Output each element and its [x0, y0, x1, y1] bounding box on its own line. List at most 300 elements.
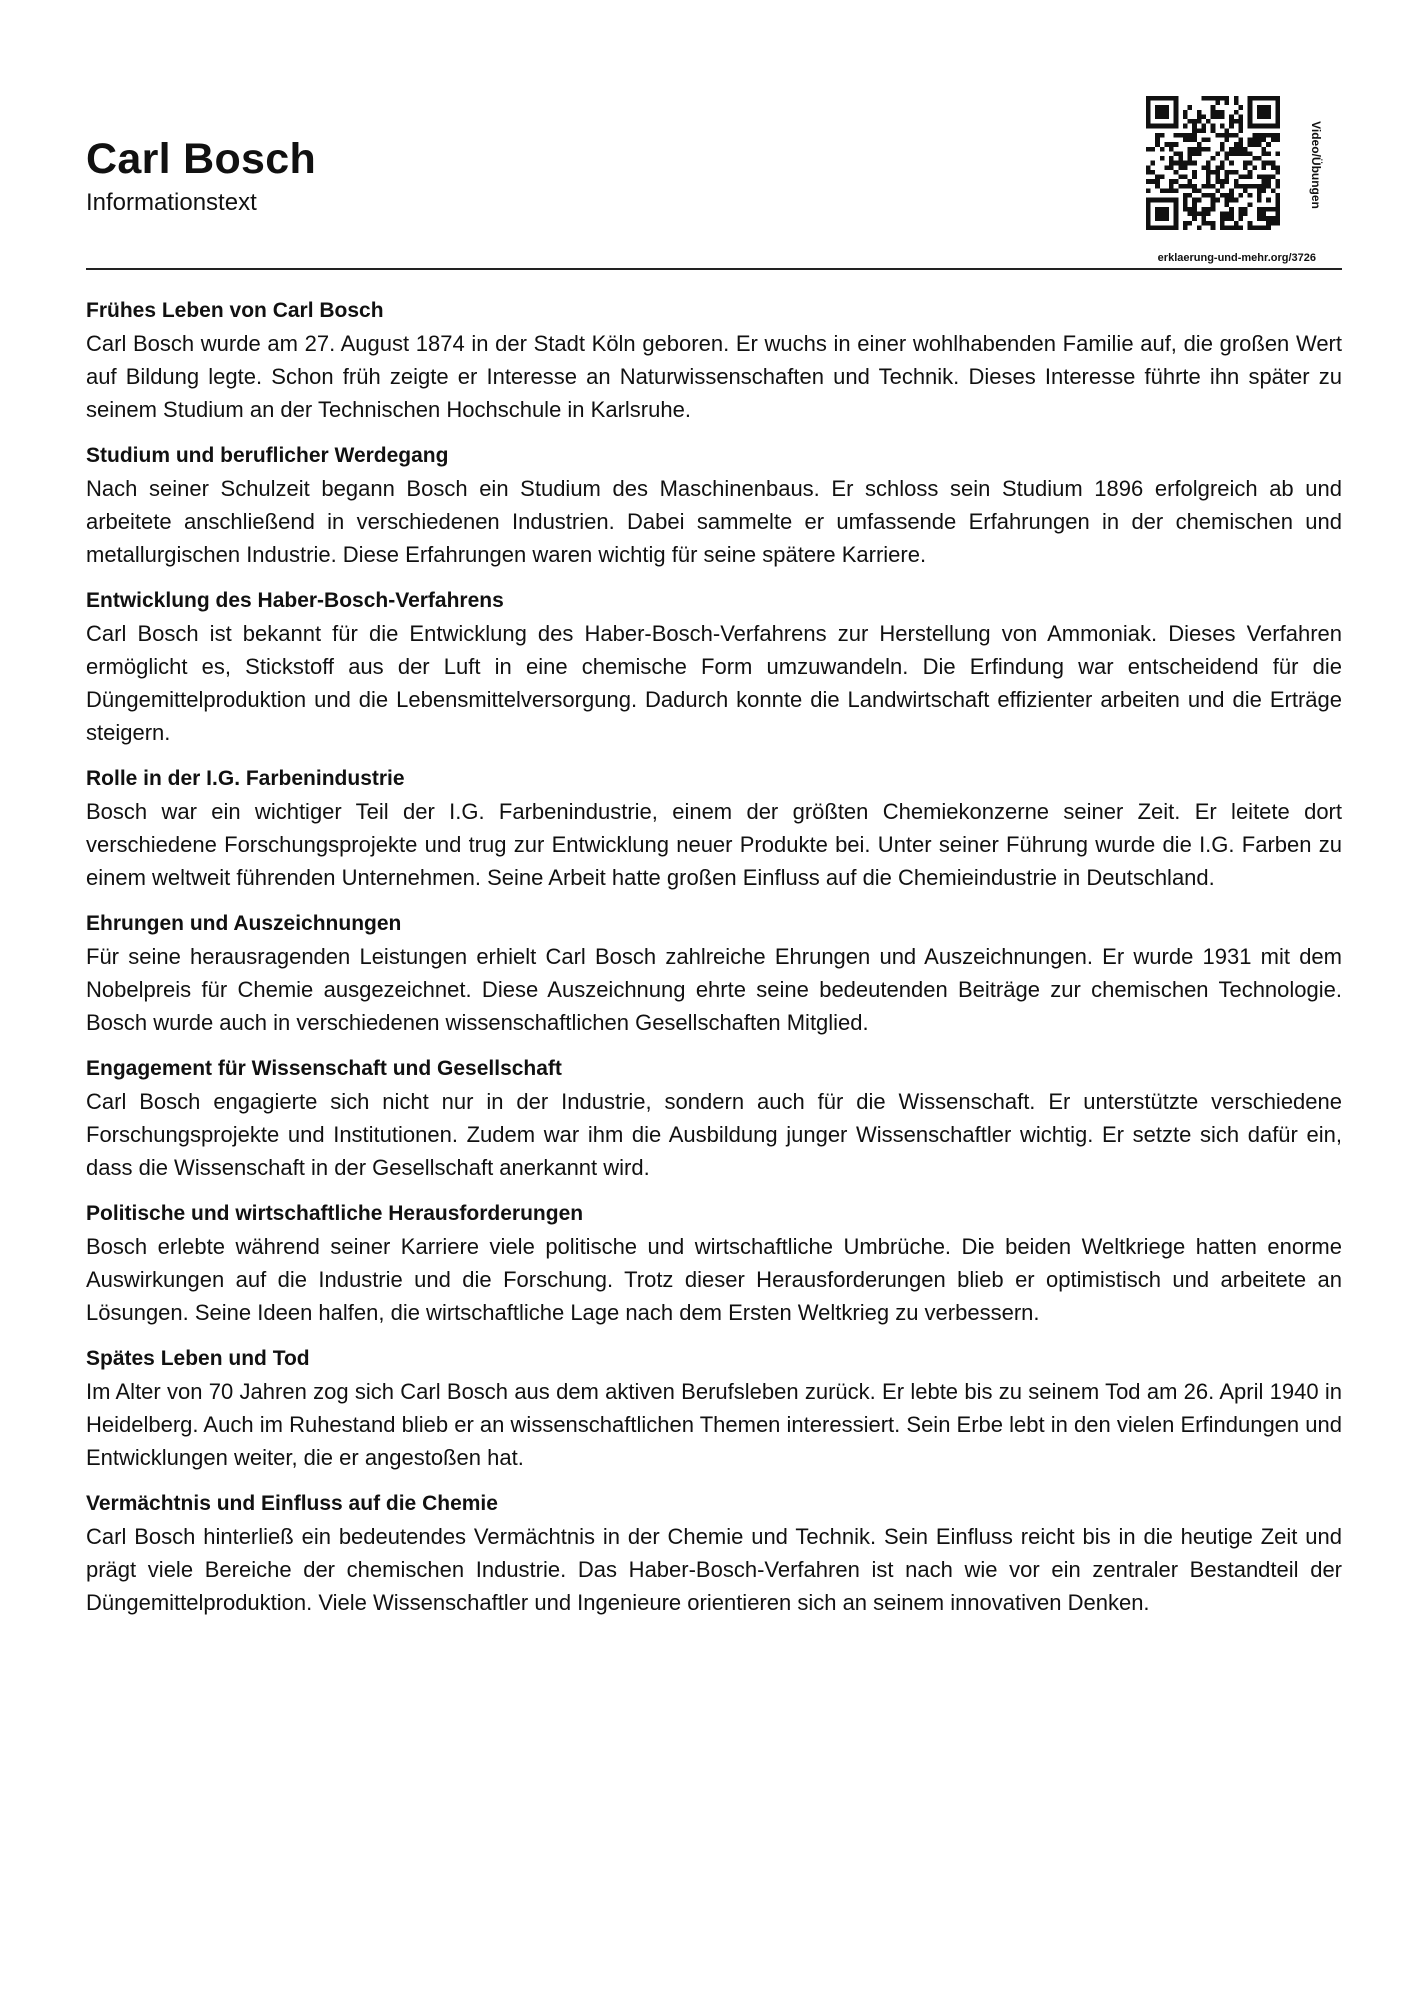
qr-module: [1275, 101, 1280, 106]
qr-module: [1266, 114, 1271, 119]
qr-module: [1266, 179, 1271, 184]
qr-module: [1188, 133, 1193, 138]
qr-module: [1225, 216, 1230, 221]
section-text: Carl Bosch wurde am 27. August 1874 in der Stadt Köln geboren. Er wuchs in einer wohlhabenden Familie auf, die großen Wert auf Bildung legte. Schon früh zeigte er Interesse an Naturwissenschaften und Technik. Dieses Interesse führte ihn später zu seinem Studium an der Technischen Hochschule in Karlsruhe.: [86, 331, 1342, 422]
qr-module: [1146, 110, 1151, 115]
qr-module: [1271, 216, 1276, 221]
qr-module: [1211, 198, 1216, 203]
section-haber-bosch-process: [86, 584, 1342, 749]
section-heading: Studium und beruflicher Werdegang: [86, 444, 449, 467]
qr-module: [1257, 212, 1262, 217]
qr-module: [1183, 198, 1188, 203]
qr-module: [1257, 175, 1262, 180]
section-ig-farben: [86, 762, 1342, 894]
qr-module: [1257, 114, 1262, 119]
qr-module: [1155, 138, 1160, 143]
qr-module: [1183, 124, 1188, 129]
qr-module: [1229, 188, 1234, 193]
qr-module: [1155, 175, 1160, 180]
qr-module: [1160, 114, 1165, 119]
qr-module: [1164, 105, 1169, 110]
page-subtitle: Informationstext: [86, 189, 257, 216]
qr-module: [1257, 188, 1262, 193]
qr-module: [1164, 165, 1169, 170]
qr-module: [1248, 142, 1253, 147]
qr-module: [1174, 142, 1179, 147]
qr-module: [1155, 142, 1160, 147]
qr-module: [1257, 216, 1262, 221]
qr-module: [1211, 221, 1216, 226]
qr-module: [1192, 175, 1197, 180]
qr-module: [1248, 110, 1253, 115]
qr-module: [1252, 142, 1257, 147]
qr-module: [1229, 161, 1234, 166]
qr-module: [1248, 170, 1253, 175]
qr-module: [1192, 147, 1197, 152]
qr-module: [1164, 207, 1169, 212]
qr-module: [1169, 156, 1174, 161]
qr-module: [1188, 184, 1193, 189]
qr-module: [1234, 96, 1239, 101]
qr-module: [1262, 161, 1267, 166]
qr-module: [1155, 133, 1160, 138]
qr-module: [1174, 198, 1179, 203]
qr-module: [1188, 105, 1193, 110]
qr-module: [1178, 175, 1183, 180]
qr-module: [1201, 165, 1206, 170]
qr-module: [1238, 105, 1243, 110]
qr-module: [1206, 138, 1211, 143]
qr-module: [1220, 212, 1225, 217]
qr-module: [1155, 96, 1160, 101]
qr-module: [1238, 225, 1243, 230]
qr-module: [1206, 179, 1211, 184]
qr-module: [1257, 124, 1262, 129]
qr-module: [1271, 161, 1276, 166]
section-honors: [86, 907, 1342, 1039]
qr-module: [1243, 151, 1248, 156]
qr-module: [1229, 133, 1234, 138]
qr-module: [1266, 96, 1271, 101]
qr-module: [1257, 193, 1262, 198]
qr-module: [1164, 96, 1169, 101]
qr-module: [1257, 138, 1262, 143]
qr-module: [1164, 110, 1169, 115]
qr-module: [1192, 207, 1197, 212]
qr-module: [1275, 138, 1280, 143]
qr-module: [1248, 161, 1253, 166]
qr-module: [1243, 207, 1248, 212]
qr-module: [1257, 142, 1262, 147]
qr-module: [1211, 124, 1216, 129]
qr-module: [1243, 161, 1248, 166]
qr-module: [1275, 212, 1280, 217]
qr-module: [1197, 147, 1202, 152]
qr-module: [1220, 114, 1225, 119]
qr-module: [1206, 207, 1211, 212]
qr-module: [1262, 147, 1267, 152]
qr-module: [1257, 184, 1262, 189]
qr-module: [1266, 207, 1271, 212]
qr-module: [1266, 124, 1271, 129]
qr-module: [1225, 96, 1230, 101]
qr-module: [1220, 193, 1225, 198]
qr-module: [1146, 101, 1151, 106]
qr-module: [1192, 128, 1197, 133]
qr-module: [1211, 207, 1216, 212]
qr-module: [1220, 179, 1225, 184]
qr-module: [1174, 110, 1179, 115]
qr-module: [1215, 179, 1220, 184]
qr-module: [1211, 128, 1216, 133]
qr-module: [1201, 114, 1206, 119]
section-engagement: [86, 1052, 1342, 1184]
qr-module: [1266, 161, 1271, 166]
qr-module: [1275, 133, 1280, 138]
qr-module: [1238, 124, 1243, 129]
qr-module: [1197, 212, 1202, 217]
qr-module: [1238, 128, 1243, 133]
qr-module: [1266, 105, 1271, 110]
qr-module: [1262, 105, 1267, 110]
qr-module: [1215, 133, 1220, 138]
qr-module: [1201, 193, 1206, 198]
qr-module: [1252, 96, 1257, 101]
section-text: Nach seiner Schulzeit begann Bosch ein Studium des Maschinenbaus. Er schloss sein Studium 1896 erfolgreich ab und arbeitete anschließend in verschiedenen Industrien. Dabei sammelte er umfassende Erfahrungen in der chemischen und metallurgischen Industrie. Diese Erfahrungen waren wichtig für seine spätere Karriere.: [86, 476, 1342, 567]
qr-module: [1266, 142, 1271, 147]
qr-module: [1211, 105, 1216, 110]
qr-module: [1234, 101, 1239, 106]
qr-module: [1220, 133, 1225, 138]
section-text: Im Alter von 70 Jahren zog sich Carl Bosch aus dem aktiven Berufsleben zurück. Er lebte bis zu seinem Tod am 26. April 1940 in Heidelberg. Auch im Ruhestand blieb er an wissenschaftlichen Themen interessiert. Sein Erbe lebt in den vielen Erfindungen und Entwicklungen weiter, die er angestoßen hat.: [86, 1379, 1342, 1470]
qr-module: [1257, 96, 1262, 101]
section-text: Carl Bosch engagierte sich nicht nur in der Industrie, sondern auch für die Wissenschaft. Er unterstützte verschiedene Forschungsprojekte und Institutionen. Zudem war ihm die Ausbildung junger Wissenschaftler wichtig. Er setzte sich dafür ein, dass die Wissenschaft in der Gesellschaft anerkannt wird.: [86, 1089, 1342, 1180]
qr-code[interactable]: [1146, 96, 1280, 230]
qr-module: [1188, 179, 1193, 184]
qr-module: [1262, 179, 1267, 184]
qr-module: [1192, 138, 1197, 143]
qr-module: [1229, 216, 1234, 221]
qr-module: [1169, 184, 1174, 189]
qr-module: [1225, 128, 1230, 133]
qr-module: [1178, 184, 1183, 189]
qr-module: [1229, 193, 1234, 198]
qr-module: [1183, 175, 1188, 180]
qr-module: [1238, 193, 1243, 198]
qr-module: [1262, 96, 1267, 101]
qr-module: [1201, 216, 1206, 221]
qr-module: [1174, 114, 1179, 119]
qr-module: [1211, 110, 1216, 115]
qr-module: [1155, 124, 1160, 129]
qr-module: [1275, 119, 1280, 124]
qr-module: [1248, 119, 1253, 124]
qr-module: [1197, 225, 1202, 230]
qr-module: [1225, 170, 1230, 175]
qr-module: [1164, 198, 1169, 203]
qr-module: [1220, 147, 1225, 152]
qr-module: [1160, 96, 1165, 101]
qr-module: [1160, 105, 1165, 110]
qr-module: [1201, 124, 1206, 129]
qr-module: [1183, 184, 1188, 189]
qr-module: [1220, 221, 1225, 226]
qr-module: [1275, 184, 1280, 189]
qr-module: [1248, 96, 1253, 101]
qr-module: [1275, 114, 1280, 119]
qr-module: [1151, 198, 1156, 203]
section-heading: Ehrungen und Auszeichnungen: [86, 912, 402, 935]
qr-module: [1151, 124, 1156, 129]
qr-code-graphic: [1146, 96, 1280, 230]
qr-module: [1266, 133, 1271, 138]
qr-module: [1206, 193, 1211, 198]
qr-module: [1262, 114, 1267, 119]
qr-module: [1234, 151, 1239, 156]
qr-module: [1238, 151, 1243, 156]
qr-module: [1183, 207, 1188, 212]
qr-module: [1229, 124, 1234, 129]
qr-module: [1183, 165, 1188, 170]
qr-module: [1243, 147, 1248, 152]
qr-module: [1206, 175, 1211, 180]
qr-module: [1178, 133, 1183, 138]
page-title: Carl Bosch: [86, 135, 317, 183]
qr-module: [1229, 119, 1234, 124]
qr-module: [1275, 221, 1280, 226]
qr-module: [1211, 96, 1216, 101]
qr-module: [1151, 147, 1156, 152]
qr-module: [1151, 96, 1156, 101]
qr-module: [1215, 175, 1220, 180]
qr-module: [1248, 151, 1253, 156]
qr-module: [1271, 188, 1276, 193]
qr-module: [1160, 147, 1165, 152]
qr-module: [1201, 138, 1206, 143]
qr-module: [1146, 147, 1151, 152]
qr-module: [1174, 105, 1179, 110]
qr-module: [1160, 216, 1165, 221]
qr-module: [1160, 110, 1165, 115]
qr-module: [1160, 133, 1165, 138]
qr-module: [1174, 151, 1179, 156]
qr-module: [1146, 179, 1151, 184]
qr-module: [1257, 156, 1262, 161]
qr-module: [1211, 184, 1216, 189]
qr-module: [1164, 188, 1169, 193]
qr-module: [1248, 221, 1253, 226]
qr-module: [1164, 225, 1169, 230]
qr-module: [1188, 193, 1193, 198]
qr-module: [1192, 202, 1197, 207]
qr-module: [1225, 138, 1230, 143]
qr-module: [1266, 175, 1271, 180]
qr-module: [1215, 198, 1220, 203]
section-text: Carl Bosch hinterließ ein bedeutendes Vermächtnis in der Chemie und Technik. Sein Einfluss reicht bis in die heutige Zeit und prägt viele Bereiche der chemischen Industrie. Das Haber-Bosch-Verfahren ist nach wie vor ein zentraler Bestandteil der Düngemittelproduktion. Viele Wissenschaftler und Ingenieure orientieren sich an seinem innovativen Denken.: [86, 1524, 1342, 1615]
qr-module: [1174, 96, 1179, 101]
qr-module: [1262, 133, 1267, 138]
qr-module: [1275, 170, 1280, 175]
qr-module: [1164, 142, 1169, 147]
qr-module: [1262, 184, 1267, 189]
qr-module: [1151, 179, 1156, 184]
qr-module: [1234, 147, 1239, 152]
qr-module: [1174, 207, 1179, 212]
video-exercises-link[interactable]: [1308, 100, 1324, 230]
qr-module: [1271, 207, 1276, 212]
qr-module: [1252, 184, 1257, 189]
qr-module: [1262, 124, 1267, 129]
qr-module: [1174, 133, 1179, 138]
qr-module: [1192, 198, 1197, 203]
qr-module: [1188, 207, 1193, 212]
qr-module: [1155, 216, 1160, 221]
qr-module: [1211, 202, 1216, 207]
qr-module: [1220, 142, 1225, 147]
qr-module: [1206, 96, 1211, 101]
qr-module: [1160, 188, 1165, 193]
qr-module: [1192, 161, 1197, 166]
qr-module: [1151, 170, 1156, 175]
qr-module: [1164, 124, 1169, 129]
qr-module: [1225, 133, 1230, 138]
qr-module: [1225, 151, 1230, 156]
qr-module: [1225, 225, 1230, 230]
qr-module: [1234, 110, 1239, 115]
qr-module: [1229, 114, 1234, 119]
qr-module: [1164, 212, 1169, 217]
qr-module: [1248, 202, 1253, 207]
qr-module: [1220, 216, 1225, 221]
qr-module: [1192, 212, 1197, 217]
qr-module: [1220, 184, 1225, 189]
qr-module: [1238, 216, 1243, 221]
qr-module: [1155, 114, 1160, 119]
qr-module: [1169, 165, 1174, 170]
qr-module: [1146, 105, 1151, 110]
qr-module: [1257, 207, 1262, 212]
section-challenges: [86, 1197, 1342, 1329]
section-heading: Politische und wirtschaftliche Herausforderungen: [86, 1202, 584, 1225]
qr-module: [1262, 110, 1267, 115]
source-url[interactable]: erklaerung-und-mehr.org/3726: [1157, 252, 1316, 264]
qr-module: [1197, 188, 1202, 193]
qr-module: [1146, 165, 1151, 170]
qr-module: [1229, 170, 1234, 175]
qr-module: [1188, 138, 1193, 143]
qr-module: [1146, 119, 1151, 124]
qr-module: [1262, 216, 1267, 221]
qr-module: [1169, 179, 1174, 184]
qr-module: [1266, 184, 1271, 189]
qr-module: [1238, 114, 1243, 119]
qr-module: [1201, 147, 1206, 152]
qr-module: [1146, 96, 1151, 101]
qr-module: [1192, 119, 1197, 124]
qr-module: [1160, 212, 1165, 217]
page-header: [86, 96, 1342, 268]
qr-module: [1211, 193, 1216, 198]
section-education-career: [86, 439, 1342, 571]
qr-module: [1266, 225, 1271, 230]
qr-module: [1266, 221, 1271, 226]
qr-module: [1188, 221, 1193, 226]
qr-module: [1146, 207, 1151, 212]
qr-module: [1155, 212, 1160, 217]
qr-module: [1275, 165, 1280, 170]
qr-module: [1169, 161, 1174, 166]
qr-module: [1275, 110, 1280, 115]
qr-module: [1146, 170, 1151, 175]
qr-module: [1248, 193, 1253, 198]
qr-module: [1183, 161, 1188, 166]
qr-module: [1275, 198, 1280, 203]
qr-module: [1188, 147, 1193, 152]
qr-module: [1169, 225, 1174, 230]
qr-module: [1234, 198, 1239, 203]
qr-module: [1192, 151, 1197, 156]
qr-module: [1257, 198, 1262, 203]
qr-module: [1248, 175, 1253, 180]
qr-module: [1160, 124, 1165, 129]
section-legacy: [86, 1487, 1342, 1619]
qr-module: [1215, 151, 1220, 156]
qr-module: [1248, 184, 1253, 189]
qr-module: [1178, 161, 1183, 166]
qr-module: [1225, 101, 1230, 106]
qr-module: [1234, 142, 1239, 147]
video-exercises-label: Video/Übungen: [1309, 121, 1323, 209]
qr-module: [1271, 133, 1276, 138]
qr-module: [1174, 161, 1179, 166]
qr-module: [1201, 212, 1206, 217]
qr-module: [1201, 221, 1206, 226]
qr-module: [1234, 225, 1239, 230]
qr-module: [1211, 114, 1216, 119]
qr-module: [1248, 114, 1253, 119]
qr-module: [1160, 175, 1165, 180]
qr-module: [1271, 175, 1276, 180]
section-heading: Vermächtnis und Einfluss auf die Chemie: [86, 1492, 498, 1515]
qr-module: [1271, 165, 1276, 170]
qr-module: [1262, 188, 1267, 193]
qr-module: [1257, 110, 1262, 115]
qr-module: [1257, 133, 1262, 138]
qr-module: [1252, 225, 1257, 230]
qr-module: [1164, 114, 1169, 119]
qr-module: [1155, 179, 1160, 184]
qr-module: [1197, 151, 1202, 156]
qr-module: [1234, 184, 1239, 189]
qr-module: [1197, 198, 1202, 203]
qr-module: [1183, 114, 1188, 119]
qr-module: [1206, 184, 1211, 189]
qr-module: [1266, 216, 1271, 221]
qr-module: [1215, 96, 1220, 101]
qr-module: [1206, 119, 1211, 124]
qr-module: [1183, 193, 1188, 198]
qr-module: [1262, 175, 1267, 180]
qr-module: [1238, 147, 1243, 152]
qr-module: [1225, 179, 1230, 184]
qr-module: [1248, 124, 1253, 129]
qr-module: [1192, 188, 1197, 193]
qr-module: [1183, 133, 1188, 138]
qr-module: [1234, 133, 1239, 138]
qr-module: [1257, 105, 1262, 110]
qr-module: [1174, 221, 1179, 226]
qr-module: [1243, 212, 1248, 217]
